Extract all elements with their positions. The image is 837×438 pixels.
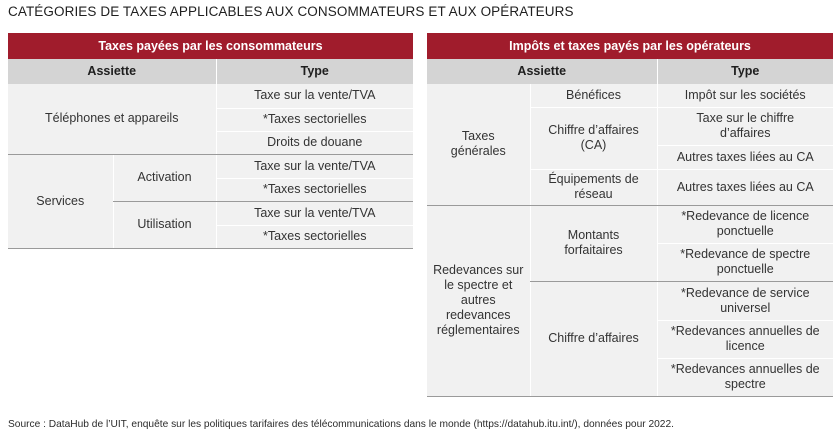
type-cell: *Redevances annuelles de spectre (657, 358, 833, 396)
consumer-col-assiette: Assiette (8, 59, 216, 84)
type-cell: Autres taxes liées au CA (657, 169, 833, 205)
consumer-taxes-table (8, 33, 413, 249)
type-cell: *Redevances annuelles de licence (657, 320, 833, 358)
assiette-phones: Téléphones et appareils (8, 84, 216, 154)
type-cell: *Taxes sectorielles (216, 225, 413, 248)
consumer-table-caption: Taxes payées par les consommateurs (8, 33, 413, 59)
operator-table-caption: Impôts et taxes payés par les opérateurs (427, 33, 833, 59)
type-cell: *Redevance de service universel (657, 281, 833, 320)
assiette-benefices: Bénéfices (530, 84, 657, 107)
type-cell: Droits de douane (216, 131, 413, 154)
type-cell: Autres taxes liées au CA (657, 145, 833, 169)
operator-col-assiette: Assiette (427, 59, 657, 84)
type-cell: *Redevance de licence ponctuelle (657, 205, 833, 243)
source-note: Source : DataHub de l’UIT, enquête sur les politiques tarifaires des télécommunications dans le monde (https://datahub.itu.int/), données pour 2022. (8, 419, 674, 430)
type-cell: Taxe sur le chiffre d’affaires (657, 107, 833, 145)
type-cell: *Redevance de spectre ponctuelle (657, 243, 833, 281)
assiette-redevances: Redevances sur le spectre et autres redevances réglementaires (427, 205, 530, 396)
operator-taxes-table (427, 33, 833, 397)
type-cell: Taxe sur la vente/TVA (216, 201, 413, 225)
type-cell: *Taxes sectorielles (216, 108, 413, 131)
type-cell: Impôt sur les sociétés (657, 84, 833, 107)
type-cell: Taxe sur la vente/TVA (216, 154, 413, 178)
type-cell: Taxe sur la vente/TVA (216, 84, 413, 108)
page-title: CATÉGORIES DE TAXES APPLICABLES AUX CONSOMMATEURS ET AUX OPÉRATEURS (8, 4, 574, 19)
assiette-equipements-reseau: Équipements de réseau (530, 169, 657, 205)
assiette-chiffre-affaires-ca: Chiffre d’affaires (CA) (530, 107, 657, 169)
assiette-montants-forfaitaires: Montants forfaitaires (530, 205, 657, 281)
assiette-taxes-generales: Taxes générales (427, 84, 530, 205)
assiette-services: Services (8, 154, 113, 248)
assiette-activation: Activation (113, 154, 216, 201)
type-cell: *Taxes sectorielles (216, 178, 413, 201)
consumer-col-type: Type (216, 59, 413, 84)
operator-col-type: Type (657, 59, 833, 84)
assiette-utilisation: Utilisation (113, 201, 216, 248)
assiette-chiffre-affaires: Chiffre d’affaires (530, 281, 657, 396)
